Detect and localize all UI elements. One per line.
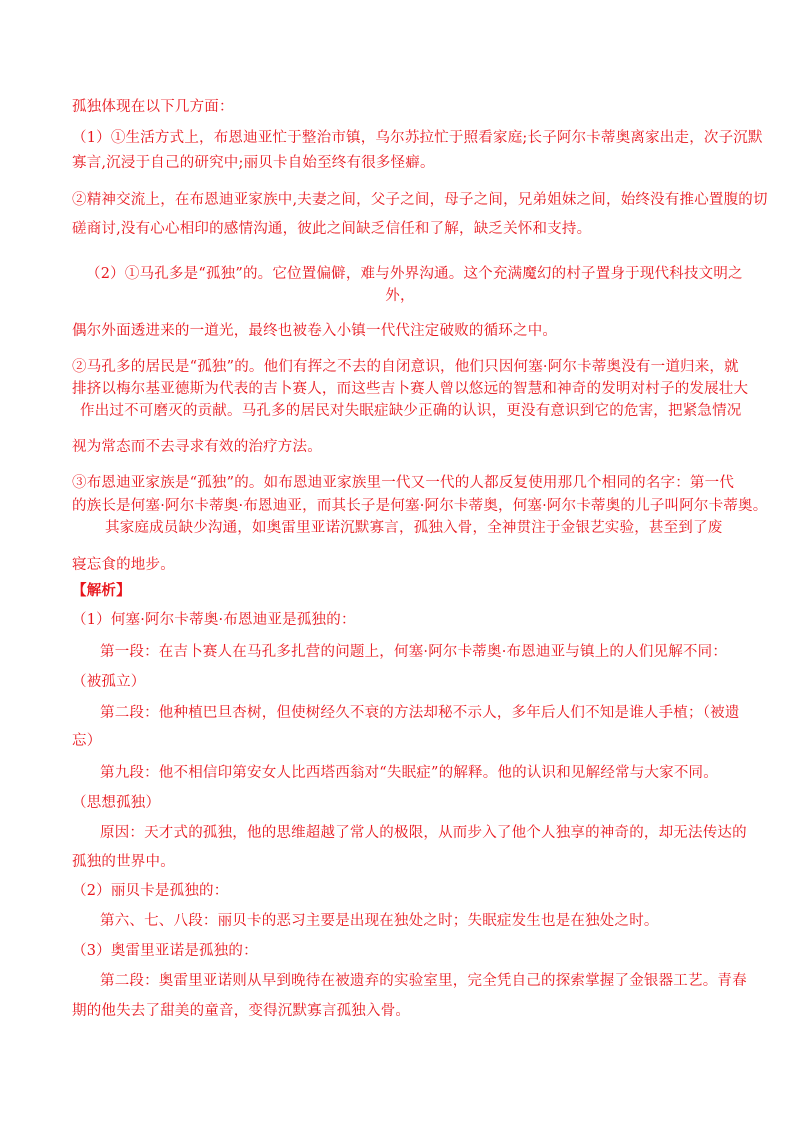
- answer-p3-line1: （2）①马孔多是“孤独”的。它位置偏僻，难与外界沟通。这个充满魔幻的村子置身于现代科技文明之: [86, 266, 743, 282]
- analysis-s2-title: （2）丽贝卡是孤独的：: [72, 883, 229, 899]
- analysis-s1-title: （1）何塞·阿尔卡蒂奥·布恩迪亚是孤独的：: [72, 612, 356, 628]
- answer-p2-line2: 磋商讨,没有心心相印的感情沟通，彼此之间缺乏信任和了解，缺乏关怀和支持。: [72, 221, 592, 237]
- answer-p5-line4: 寝忘食的地步。: [72, 557, 175, 573]
- analysis-s3-title: （3）奥雷里亚诺是孤独的：: [72, 943, 258, 959]
- answer-p5-line2: 的族长是何塞·阿尔卡蒂奥·布恩迪亚，而其长子是何塞·阿尔卡蒂奥，何塞·阿尔卡蒂奥的儿子叫阿尔卡蒂奥。: [72, 498, 768, 514]
- answer-p3-line2: 外，: [385, 288, 415, 304]
- analysis-s2-para1: 第六、七、八段：丽贝卡的恶习主要是出现在独处之时；失眠症发生也是在独处之时。: [100, 913, 659, 929]
- answer-p1-line2: 寡言,沉浸于自己的研究中;丽贝卡自始至终有很多怪癖。: [72, 155, 435, 171]
- answer-p2-line1: ②精神交流上，在布恩迪亚家族中,夫妻之间，父子之间，母子之间，兄弟姐妹之间，始终没有推心置腹的切: [72, 192, 768, 208]
- analysis-s1-para3-line2: （思想孤独）: [72, 795, 161, 811]
- analysis-s1-para4-line1: 原因：天才式的孤独，他的思维超越了常人的极限，从而步入了他个人独享的神奇的，却无法传达的: [100, 825, 747, 841]
- analysis-s1-para2-line1: 第二段：他种植巴旦杏树，但使树经久不衰的方法却秘不示人，多年后人们不知是谁人手植；（被遗: [100, 705, 740, 721]
- answer-p4-line1: ②马孔多的居民是“孤独”的。他们有挥之不去的自闭意识，他们只因何塞·阿尔卡蒂奥没有一道归来，就: [72, 359, 739, 375]
- answer-p3-line3: 偶尔外面透进来的一道光，最终也被卷入小镇一代代注定破败的循环之中。: [72, 323, 558, 339]
- analysis-s1-para3-line1: 第九段：他不相信印第安女人比西塔西翁对“失眠症”的解释。他的认识和见解经常与大家不同。: [100, 765, 718, 781]
- analysis-s1-para1-line1: 第一段：在吉卜赛人在马孔多扎营的问题上，何塞·阿尔卡蒂奥·布恩迪亚与镇上的人们见解不同：: [100, 644, 728, 660]
- analysis-s3-para1-line2: 期的他失去了甜美的童音，变得沉默寡言孤独入骨。: [72, 1003, 411, 1019]
- analysis-s1-para4-line2: 孤独的世界中。: [72, 854, 175, 870]
- analysis-s1-para2-line2: 忘）: [72, 733, 102, 749]
- answer-p1-line1: （1）①生活方式上，布恩迪亚忙于整治市镇，乌尔苏拉忙于照看家庭;长子阿尔卡蒂奥离家出走，次子沉默: [72, 130, 763, 146]
- answer-heading: 孤独体现在以下几方面：: [72, 99, 234, 115]
- analysis-s1-para1-line2: （被孤立）: [72, 674, 146, 690]
- analysis-s3-para1-line1: 第二段：奥雷里亚诺则从早到晚待在被遗弃的实验室里，完全凭自己的探索掌握了金银器工艺。青春: [100, 973, 747, 989]
- answer-p5-line3: 其家庭成员缺少沟通，如奥雷里亚诺沉默寡言，孤独入骨，全神贯注于金银艺实验，甚至到了废: [105, 520, 723, 536]
- answer-p4-line3: 作出过不可磨灭的贡献。马孔多的居民对失眠症缺少正确的认识，更没有意识到它的危害，把紧急情况: [80, 403, 742, 419]
- analysis-label: 【解析】: [72, 582, 131, 599]
- answer-p5-line1: ③布恩迪亚家族是“孤独”的。如布恩迪亚家族里一代又一代的人都反复使用那几个相同的名字：第一代: [72, 475, 735, 491]
- answer-p4-line2: 排挤以梅尔基亚德斯为代表的吉卜赛人，而这些吉卜赛人曾以悠远的智慧和神奇的发明对村子的发展壮大: [72, 381, 749, 397]
- answer-p4-line4: 视为常态而不去寻求有效的治疗方法。: [72, 439, 322, 455]
